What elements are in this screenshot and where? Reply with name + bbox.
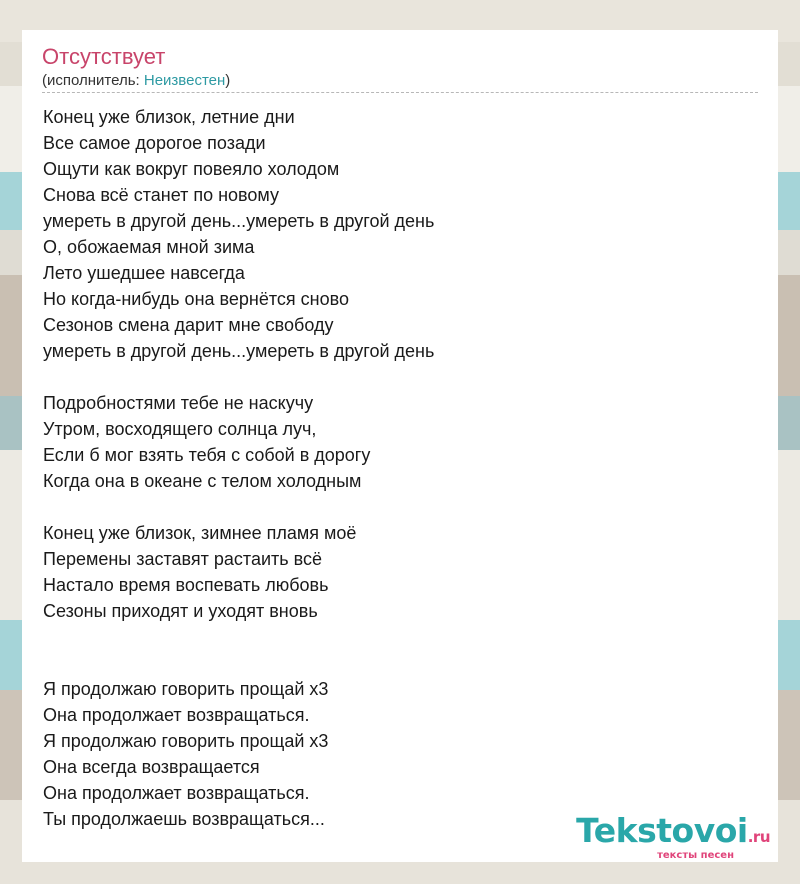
lyric-line: Она продолжает возвращаться.	[43, 705, 310, 725]
logo-wordmark	[576, 813, 770, 855]
stanza-break	[43, 650, 758, 676]
lyrics-text	[43, 104, 758, 832]
site-logo[interactable]	[576, 813, 770, 862]
lyric-line: Я продолжаю говорить прощай х3	[43, 731, 329, 751]
artist-line	[42, 72, 230, 90]
lyric-line: Ты продолжаешь возвращаться...	[43, 809, 325, 829]
lyrics-card	[22, 30, 778, 862]
logo-suffix: .ru	[747, 828, 770, 846]
lyric-line: умереть в другой день...умереть в другой день	[43, 211, 435, 231]
lyric-line: Настало время воспевать любовь	[43, 575, 329, 595]
lyric-line: О, обожаемая мной зима	[43, 237, 255, 257]
lyric-line: Я продолжаю говорить прощай х3	[43, 679, 329, 699]
logo-tagline: тексты песен	[657, 850, 734, 861]
stanza-break	[43, 364, 758, 390]
title-divider	[42, 92, 758, 93]
logo-name: Tekstovoi	[576, 811, 748, 850]
lyric-line: Сезонов смена дарит мне свободу	[43, 315, 334, 335]
lyric-line: Когда она в океане с телом холодным	[43, 471, 362, 491]
lyric-line: Лето ушедшее навсегда	[43, 263, 245, 283]
artist-suffix: )	[225, 72, 231, 89]
lyric-line: Сезоны приходят и уходят вновь	[43, 601, 318, 621]
lyric-line: Подробностями тебе не наскучу	[43, 393, 314, 413]
stanza-break	[43, 624, 758, 650]
lyric-line: умереть в другой день...умереть в другой день	[43, 341, 435, 361]
lyric-line: Она всегда возвращается	[43, 757, 260, 777]
lyric-line: Конец уже близок, летние дни	[43, 107, 295, 127]
stanza-break	[43, 494, 758, 520]
lyric-line: Но когда-нибудь она вернётся сново	[43, 289, 349, 309]
lyric-line: Снова всё станет по новому	[43, 185, 280, 205]
lyric-line: Конец уже близок, зимнее пламя моё	[43, 523, 357, 543]
artist-link[interactable]: Неизвестен	[143, 72, 226, 89]
lyric-line: Перемены заставят растаить всё	[43, 549, 323, 569]
lyric-line: Утром, восходящего солнца луч,	[43, 419, 317, 439]
lyric-line: Она продолжает возвращаться.	[43, 783, 310, 803]
lyric-line: Ощути как вокруг повеяло холодом	[43, 159, 340, 179]
song-title: Отсутствует	[42, 44, 166, 69]
lyric-line: Все самое дорогое позади	[43, 133, 266, 153]
artist-prefix: (исполнитель:	[42, 72, 144, 89]
lyric-line: Если б мог взять тебя с собой в дорогу	[43, 445, 371, 465]
